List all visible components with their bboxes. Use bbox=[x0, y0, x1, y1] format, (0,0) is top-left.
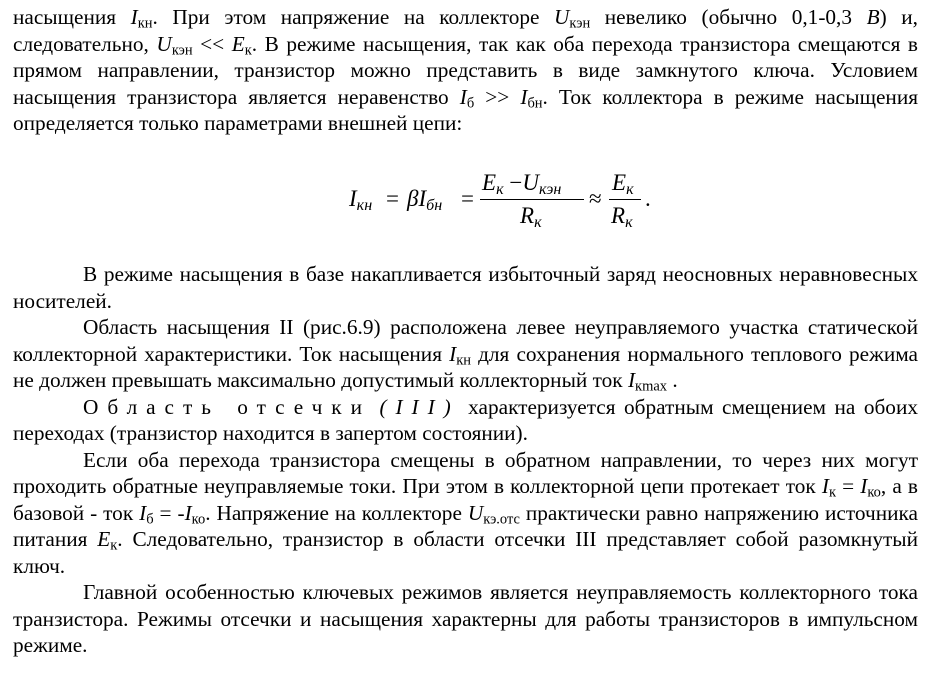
subscript: к bbox=[496, 181, 504, 199]
symbol-E: E bbox=[612, 170, 627, 195]
formula-lhs bbox=[349, 186, 372, 213]
text-run: , а в базовой - ток bbox=[13, 474, 918, 525]
subscript: кн bbox=[456, 352, 471, 369]
subscript: к bbox=[110, 537, 118, 554]
region-number: (III) bbox=[379, 394, 460, 419]
subscript: кэн bbox=[538, 181, 562, 199]
equals-sign: = bbox=[386, 186, 399, 211]
text-run: . Ток коллектора в режиме насыщения определяется только параметрами внешней цепи: bbox=[13, 84, 919, 135]
fraction1-bar bbox=[480, 199, 584, 200]
unit-volt: В bbox=[866, 5, 880, 29]
symbol-I: I bbox=[459, 84, 467, 109]
subscript: бн bbox=[426, 197, 443, 215]
beta-I: βI bbox=[407, 186, 427, 211]
minus-sign: − bbox=[509, 170, 523, 195]
symbol-I: I bbox=[821, 474, 829, 498]
fraction2-bar bbox=[609, 199, 641, 200]
fraction2-denominator bbox=[611, 203, 633, 230]
symbol-R: R bbox=[611, 203, 626, 228]
paragraph-saturation-intro bbox=[13, 4, 918, 137]
fraction2-numerator bbox=[612, 170, 634, 197]
text-run: >> bbox=[474, 84, 521, 109]
text-run: . Напряжение на коллекторе bbox=[205, 500, 468, 525]
paragraph-reverse-bias bbox=[13, 447, 918, 580]
subscript: к bbox=[828, 484, 837, 501]
subscript: кн bbox=[137, 15, 153, 32]
approx-sign: ≈ bbox=[589, 186, 602, 211]
paragraph-cutoff-region bbox=[13, 394, 918, 447]
text-run: . bbox=[667, 368, 678, 392]
symbol-I: I bbox=[184, 500, 192, 525]
subscript: кэн bbox=[171, 42, 193, 59]
symbol-E: E bbox=[231, 31, 245, 56]
symbol-I: I bbox=[860, 474, 868, 498]
symbol-E: E bbox=[97, 527, 111, 551]
symbol-I: I bbox=[139, 500, 147, 525]
subscript: бн bbox=[527, 95, 543, 112]
symbol-I: I bbox=[349, 186, 357, 211]
symbol-U: U bbox=[467, 500, 484, 525]
symbol-U: U bbox=[522, 170, 539, 195]
subscript: к bbox=[625, 214, 633, 232]
bottom-text-block bbox=[13, 261, 918, 659]
fraction1-numerator bbox=[482, 170, 561, 197]
text-run: практически равно напряжению источника питания bbox=[13, 500, 918, 551]
text-run: невелико (обычно 0,1-0,3 bbox=[590, 5, 867, 29]
text-run: насыщения bbox=[13, 5, 131, 29]
subscript: кэн bbox=[569, 15, 591, 32]
text-run: для сохранения нормального теплового режима не должен превышать максимально допустимый коллекторный ток bbox=[13, 341, 918, 392]
text-run: = bbox=[836, 474, 861, 498]
text-run: << bbox=[192, 31, 232, 56]
text-run: Если оба перехода транзистора смещены в обратном направлении, то через них могут проходить обратные неуправляемые токи. При этом в коллекторной цепи протекает ток bbox=[13, 447, 918, 498]
subscript: кэ.отс bbox=[483, 511, 520, 528]
subscript: ко bbox=[867, 484, 881, 501]
symbol-I: I bbox=[627, 368, 636, 392]
text-run: . При этом напряжение на коллекторе bbox=[152, 5, 555, 29]
formula-beta-term bbox=[407, 186, 442, 213]
paragraph-key-modes: Главной особенностью ключевых режимов является неуправляемость коллекторного тока транзистора. Режимы отсечки и насыщения характерны для работы транзисторов в импульсном режиме. bbox=[13, 580, 918, 657]
text-run: характеризуется обратным смещением на обоих переходах (транзистор находится в запертом состоянии). bbox=[13, 394, 919, 445]
symbol-U: U bbox=[554, 5, 570, 29]
equals-sign: = bbox=[461, 186, 474, 211]
text-run: = - bbox=[153, 500, 185, 525]
formula-period: . bbox=[645, 186, 651, 211]
subscript: к bbox=[244, 42, 252, 59]
subscript: к bbox=[626, 181, 634, 199]
symbol-I: I bbox=[449, 341, 457, 366]
paragraph-excess-charge: В режиме насыщения в базе накапливается избыточный заряд неосновных неравновесных носителей. bbox=[13, 262, 918, 313]
subscript: кmax bbox=[635, 378, 667, 395]
symbol-U: U bbox=[156, 31, 172, 56]
subscript: б bbox=[146, 511, 154, 528]
top-text-block bbox=[13, 4, 918, 137]
text-run: . В режиме насыщения, так как оба перехода транзистора смещаются в прямом направлении, транзистор можно представить в виде замкнутого ключа. Условием насыщения транзистора является неравенство bbox=[13, 31, 918, 109]
subscript: б bbox=[466, 95, 475, 112]
text-run: Область насыщения II (рис.6.9) расположена левее неуправляемого участка статической коллекторной характеристики. Ток насыщения bbox=[13, 315, 918, 366]
symbol-E: E bbox=[482, 170, 497, 195]
saturation-current-formula bbox=[0, 170, 947, 232]
symbol-I: I bbox=[130, 5, 138, 29]
symbol-R: R bbox=[520, 203, 535, 228]
spaced-term: Область отсечки bbox=[83, 394, 371, 419]
subscript: к bbox=[534, 214, 542, 232]
fraction1-denominator bbox=[520, 203, 542, 230]
subscript: ко bbox=[191, 511, 206, 528]
subscript: кн bbox=[356, 197, 373, 215]
paragraph-saturation-region bbox=[13, 314, 918, 394]
text-run: . Следовательно, транзистор в области отсечки III представляет собой разомкнутый ключ. bbox=[13, 527, 918, 578]
symbol-I: I bbox=[520, 84, 528, 109]
text-run: ) и, следовательно, bbox=[13, 5, 918, 56]
